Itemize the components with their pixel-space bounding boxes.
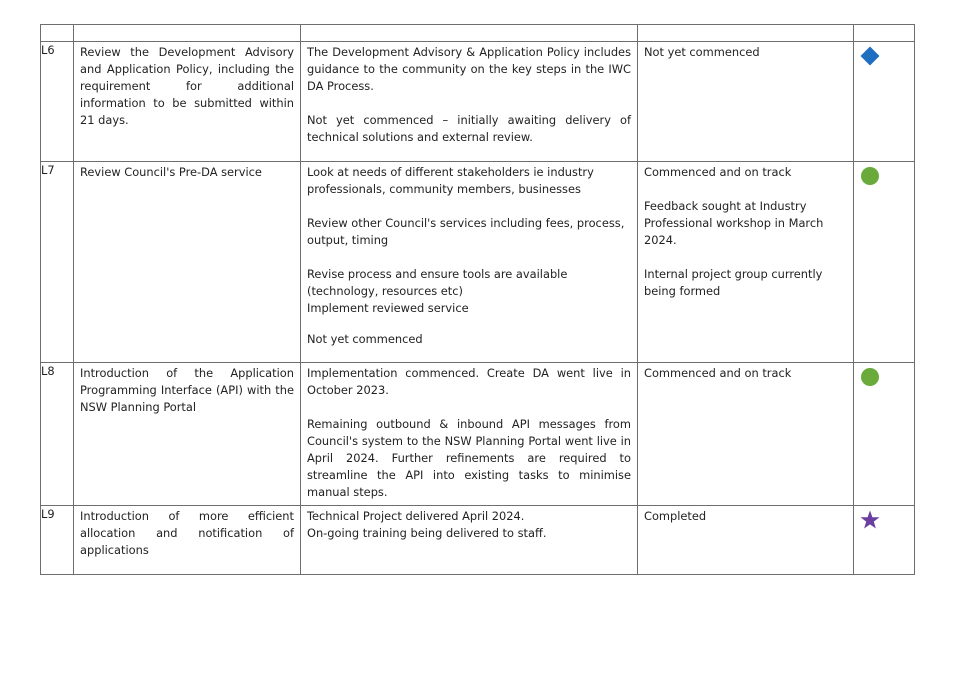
status-text: Feedback sought at Industry Professional workshop in March 2024.: [644, 199, 824, 247]
status-text: Commenced and on track: [644, 165, 792, 179]
header-cell-detail: [301, 25, 638, 42]
detail-paragraph: Revise process and ensure tools are available (technology, resources etc): [307, 267, 568, 298]
action-text: Introduction of the Application Programming Interface (API) with the NSW Planning Portal: [80, 366, 294, 414]
row-id: L9: [41, 506, 74, 575]
action-text: Introduction of more efficient allocation and notification of applications: [80, 509, 294, 557]
status-cell: [638, 162, 853, 304]
detail-paragraph: Review other Council's services including fees, process, output, timing: [307, 216, 625, 247]
action-text: Review the Development Advisory and Application Policy, including the requirement for additional information to be submitted within 21 days.: [80, 45, 294, 127]
detail-paragraph: Technical Project delivered April 2024.: [307, 509, 525, 523]
detail-paragraph: Implementation commenced. Create DA went live in October 2023.: [307, 366, 631, 397]
detail-paragraph: Not yet commenced – initially awaiting delivery of technical solutions and external review.: [307, 113, 631, 144]
row-id: L7: [41, 162, 74, 363]
table-row: [41, 363, 915, 506]
detail-paragraph: Look at needs of different stakeholders ie industry professionals, community members, businesses: [307, 165, 594, 196]
circle-icon: [860, 367, 880, 387]
action-text: Review Council's Pre-DA service: [80, 165, 262, 179]
status-cell: [638, 506, 853, 529]
diamond-icon: [860, 46, 880, 66]
status-text: Internal project group currently being formed: [644, 267, 823, 298]
row-id: L6: [41, 42, 74, 162]
detail-paragraph: Not yet commenced: [307, 332, 423, 346]
header-cell-status: [638, 25, 854, 42]
table-row: [41, 42, 915, 162]
progress-table: [40, 24, 915, 575]
circle-icon: [860, 166, 880, 186]
table-row: [41, 162, 915, 363]
detail-cell: [301, 42, 637, 150]
status-text: Not yet commenced: [644, 45, 760, 59]
detail-paragraph: Implement reviewed service: [307, 301, 469, 315]
status-text: Commenced and on track: [644, 366, 792, 380]
detail-paragraph: Remaining outbound & inbound API messages from Council's system to the NSW Planning Portal went live in April 2024. Further refinements are required to streamline the API into existing tasks to minimise manual steps.: [307, 417, 631, 499]
header-row: [41, 25, 915, 42]
header-cell-id: [41, 25, 74, 42]
detail-paragraph: On-going training being delivered to staff.: [307, 526, 547, 540]
detail-cell: [301, 506, 637, 546]
detail-cell: [301, 363, 637, 505]
detail-cell: [301, 162, 637, 352]
header-cell-symbol: [854, 25, 915, 42]
star-icon: [860, 510, 880, 530]
header-cell-action: [74, 25, 301, 42]
status-text: Completed: [644, 509, 707, 523]
detail-paragraph: The Development Advisory & Application Policy includes guidance to the community on the key steps in the IWC DA Process.: [307, 45, 631, 93]
row-id: L8: [41, 363, 74, 506]
table-row: [41, 506, 915, 575]
status-cell: [638, 42, 853, 65]
status-cell: [638, 363, 853, 386]
